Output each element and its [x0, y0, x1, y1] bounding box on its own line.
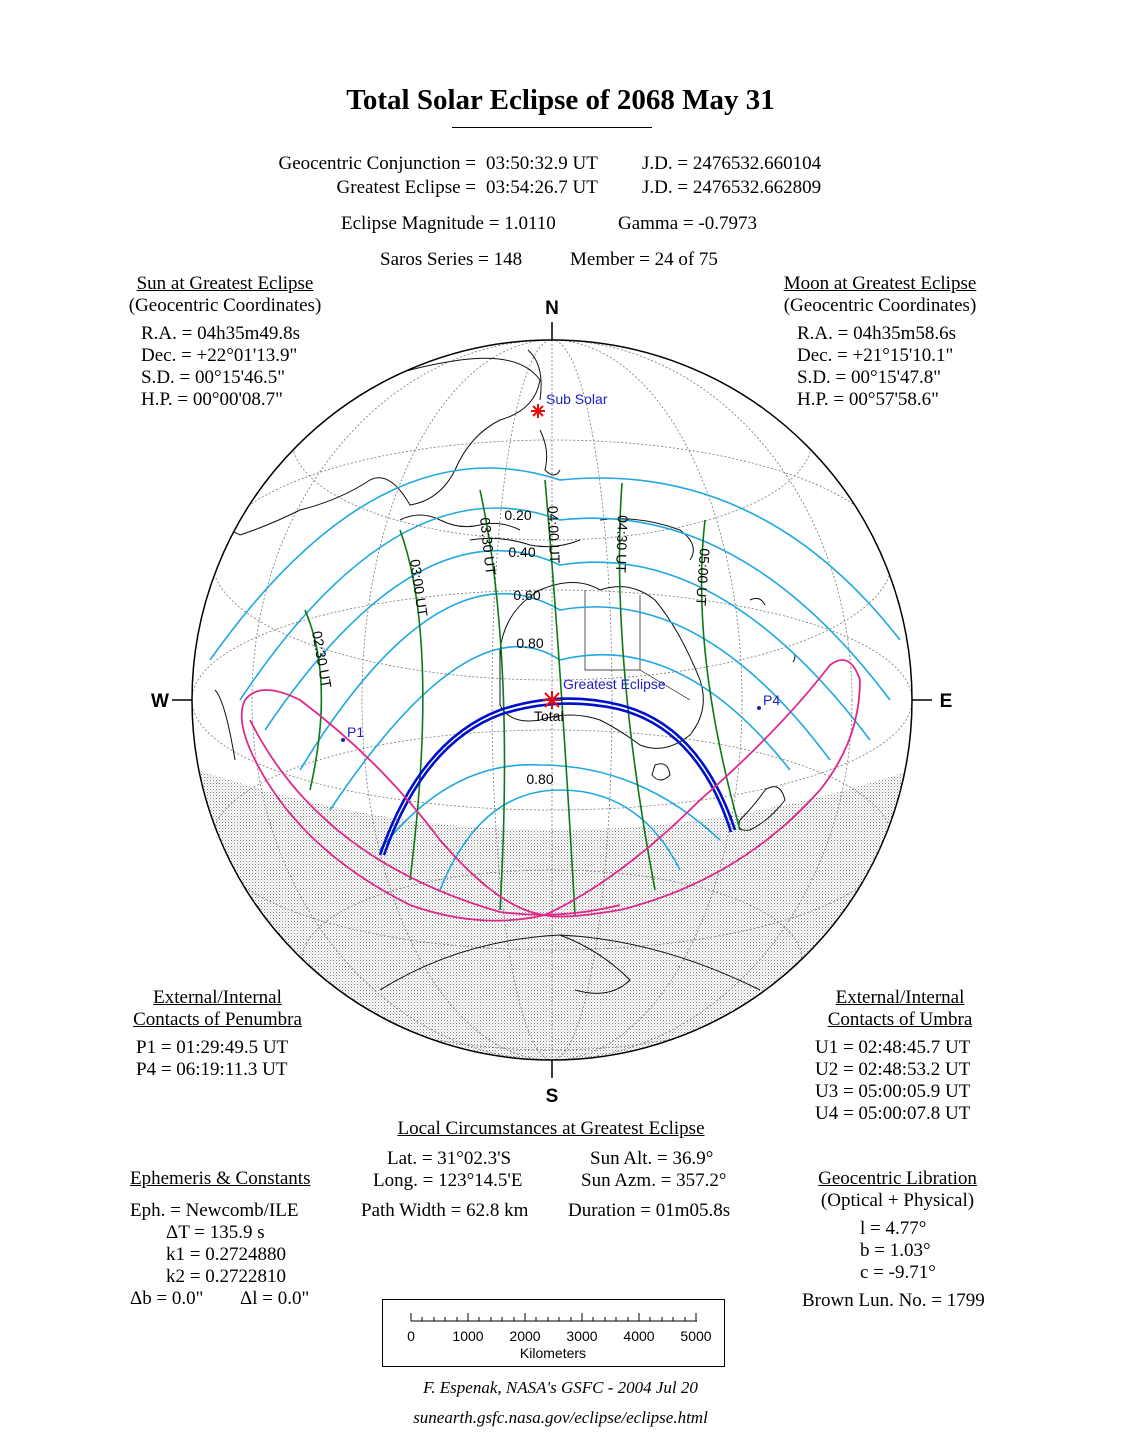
magnitude-label-040: 0.40: [508, 544, 536, 560]
libration-c: c = -9.71°: [860, 1262, 936, 1283]
umbra-u2: U2 = 02:48:53.2 UT: [815, 1059, 971, 1080]
time-label-0430: 04:30 UT: [612, 514, 631, 574]
magnitude-label-080-south: 0.80: [526, 771, 554, 787]
umbra-u4: U4 = 05:00:07.8 UT: [815, 1103, 971, 1124]
moon-title: Moon at Greatest Eclipse: [783, 273, 977, 294]
umbra-u3: U3 = 05:00:05.9 UT: [815, 1081, 971, 1102]
sun-ra: R.A. = 04h35m49.8s: [141, 323, 301, 344]
compass-e: E: [939, 691, 953, 712]
local-title: Local Circumstances at Greatest Eclipse: [397, 1118, 705, 1139]
moon-ra: R.A. = 04h35m58.6s: [797, 323, 957, 344]
conjunction-time: 03:50:32.9 UT: [486, 153, 598, 174]
sun-sd: S.D. = 00°15'46.5": [141, 367, 286, 388]
p4-marker: [757, 706, 761, 710]
brown-lunation: Brown Lun. No. = 1799: [802, 1290, 985, 1311]
greatest-eclipse-time: 03:54:26.7 UT: [486, 177, 598, 198]
p1-label: P1: [347, 724, 365, 740]
page-title: Total Solar Eclipse of 2068 May 31: [346, 84, 775, 116]
p1-marker: [341, 738, 345, 742]
sun-dec: Dec. = +22°01'13.9": [141, 345, 298, 366]
ephemeris-k1: k1 = 0.2724880: [166, 1244, 286, 1265]
local-duration: Duration = 01m05.8s: [568, 1200, 731, 1221]
scale-tick-0: 0: [407, 1328, 415, 1344]
moon-subtitle: (Geocentric Coordinates): [783, 295, 977, 316]
local-lat: Lat. = 31°02.3'S: [387, 1148, 512, 1169]
libration-values: [860, 1218, 936, 1284]
ephemeris-db: Δb = 0.0": [130, 1288, 204, 1309]
time-label-0300: 03:00 UT: [407, 558, 431, 618]
compass-w: W: [151, 691, 169, 712]
eclipse-magnitude: Eclipse Magnitude = 1.0110: [341, 213, 556, 234]
penumbra-values: [136, 1037, 288, 1081]
sun-hp: H.P. = 00°00'08.7": [141, 389, 283, 410]
ephemeris-dl: Δl = 0.0": [240, 1288, 310, 1309]
umbra-title-1: External/Internal: [835, 987, 965, 1008]
greatest-eclipse-label: Greatest Eclipse =: [336, 177, 476, 198]
sun-title: Sun at Greatest Eclipse: [136, 273, 314, 294]
umbra-title-2: Contacts of Umbra: [827, 1009, 973, 1030]
magnitude-label-060: 0.60: [513, 587, 541, 603]
ephemeris-eph: Eph. = Newcomb/ILE: [130, 1200, 299, 1221]
ephemeris-dt: ΔT = 135.9 s: [166, 1222, 265, 1243]
greatest-eclipse-marker: [543, 691, 561, 709]
scale-tick-5000: 5000: [680, 1328, 712, 1344]
credit: F. Espenak, NASA's GSFC - 2004 Jul 20: [423, 1378, 698, 1397]
libration-block: [790, 1168, 1005, 1212]
ephemeris-k2: k2 = 0.2722810: [166, 1266, 286, 1287]
magnitude-label-080-north: 0.80: [516, 635, 544, 651]
ephemeris-title: Ephemeris & Constants: [130, 1168, 311, 1189]
source-url: sunearth.gsfc.nasa.gov/eclipse/eclipse.html: [413, 1408, 708, 1427]
moon-sd: S.D. = 00°15'47.8": [797, 367, 942, 388]
libration-l: l = 4.77°: [860, 1218, 927, 1239]
penumbra-p4: P4 = 06:19:11.3 UT: [136, 1059, 288, 1080]
penumbra-title-1: External/Internal: [153, 987, 282, 1008]
greatest-eclipse-jd: J.D. = 2476532.662809: [642, 177, 822, 198]
local-sun-azm: Sun Azm. = 357.2°: [581, 1170, 727, 1191]
local-long: Long. = 123°14.5'E: [373, 1170, 523, 1191]
scale-unit-label: Kilometers: [519, 1345, 587, 1361]
distance-scale: [382, 1299, 726, 1368]
moon-dec: Dec. = +21°15'10.1": [797, 345, 954, 366]
saros-member: Member = 24 of 75: [570, 249, 718, 270]
local-path-width: Path Width = 62.8 km: [361, 1200, 529, 1221]
conjunction-jd: J.D. = 2476532.660104: [642, 153, 822, 174]
umbra-u1: U1 = 02:48:45.7 UT: [815, 1037, 971, 1058]
umbra-values: [815, 1037, 970, 1125]
libration-subtitle: (Optical + Physical): [820, 1190, 975, 1211]
scale-tick-3000: 3000: [566, 1328, 598, 1344]
total-label: Total: [534, 708, 564, 724]
scale-tick-1000: 1000: [452, 1328, 484, 1344]
moon-hp: H.P. = 00°57'58.6": [797, 389, 939, 410]
compass-n: N: [545, 298, 559, 319]
p4-label: P4: [763, 692, 781, 708]
sun-subtitle: (Geocentric Coordinates): [128, 295, 322, 316]
time-label-0500: 05:00 UT: [692, 547, 713, 607]
scale-tick-2000: 2000: [509, 1328, 541, 1344]
time-label-0330: 03:30 UT: [477, 516, 499, 576]
local-sun-alt: Sun Alt. = 36.9°: [590, 1148, 714, 1169]
umbra-block: [795, 987, 1005, 1031]
sub-solar-label: Sub Solar: [546, 391, 608, 407]
greatest-eclipse-label: Greatest Eclipse: [563, 676, 666, 692]
penumbra-title-2: Contacts of Penumbra: [133, 1009, 302, 1030]
libration-b: b = 1.03°: [860, 1240, 931, 1261]
scale-tick-4000: 4000: [623, 1328, 655, 1344]
conjunction-label: Geocentric Conjunction =: [278, 153, 476, 174]
time-label-0230: 02:30 UT: [309, 629, 335, 690]
gamma-value: Gamma = -0.7973: [618, 213, 757, 234]
libration-title: Geocentric Libration: [818, 1168, 977, 1189]
magnitude-label-020: 0.20: [504, 507, 532, 523]
penumbra-p1: P1 = 01:29:49.5 UT: [136, 1037, 289, 1058]
title-underline: [452, 127, 652, 128]
time-label-0400: 04:00 UT: [545, 505, 564, 564]
compass-s: S: [545, 1086, 559, 1107]
saros-series: Saros Series = 148: [380, 249, 523, 270]
penumbra-block: [110, 987, 325, 1031]
sub-solar-marker: [531, 404, 545, 418]
